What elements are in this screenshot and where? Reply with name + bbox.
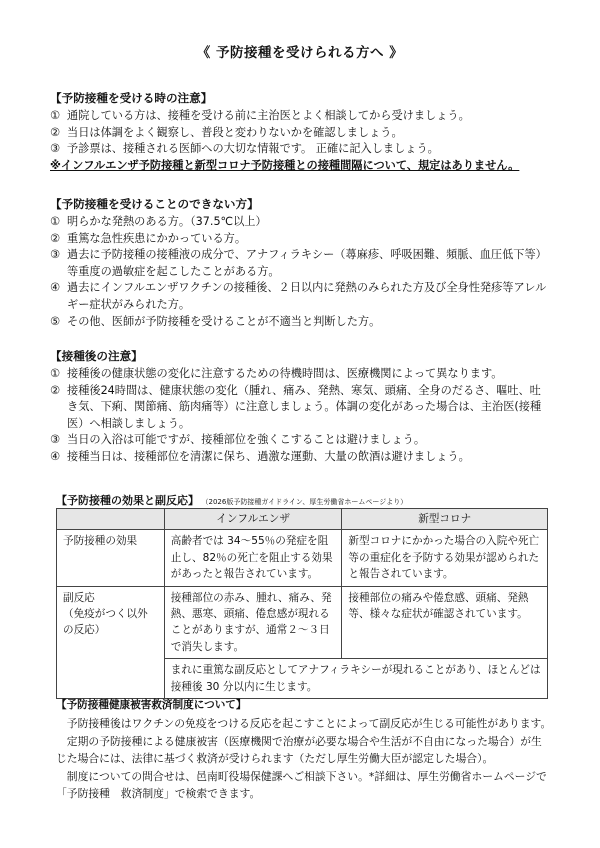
column-header (57, 509, 165, 530)
after-vaccination-section (50, 348, 550, 466)
item-number: ⑤ (50, 314, 61, 328)
precautions-section (50, 90, 550, 174)
list-item (50, 214, 550, 231)
table-cell: 接種部位の痛みや倦怠感、頭痛、発熱等、様々な症状が確認されています。 (342, 586, 548, 659)
table-cell: 接種部位の赤み、腫れ、痛み、発熱、悪寒、頭痛、倦怠感が現れることがありますが、通常２〜３日で消失します。 (164, 586, 342, 659)
item-number: ④ (50, 281, 61, 295)
item-text: その他、医師が予防接種を受けることが不適当と判断した方。 (67, 314, 381, 328)
list-item (50, 383, 550, 433)
list-item (50, 449, 550, 466)
page-title: 《 予防接種を受けられる方へ 》 (196, 45, 404, 61)
item-text: 明らかな発熱のある方。（37.5℃以上） (67, 215, 267, 229)
list-item (50, 247, 550, 280)
row-label: 予防接種の効果 (57, 530, 165, 586)
relief-section (56, 697, 552, 803)
list-item (50, 141, 550, 158)
item-text: 通院している方は、接種を受ける前に主治医とよく相談してから受けましょう。 (67, 109, 470, 123)
item-number: ③ (50, 248, 61, 262)
item-text: 接種当日は、接種部位を清潔に保ち、過激な運動、大量の飲酒は避けましょう。 (67, 450, 470, 464)
interval-note: ※インフルエンザ予防接種と新型コロナ予防接種との接種間隔について、規定はありません。 (50, 158, 520, 172)
item-text: 当日は体調をよく観察し、普段と変わりないかを確認しましょう。 (67, 125, 403, 139)
item-number: ① (50, 215, 61, 229)
side-effect-sublabel: （免疫がつく以外の反応） (63, 608, 148, 637)
item-text: 当日の入浴は可能ですが、接種部位を強くこすることは避けましょう。 (67, 433, 426, 447)
list-item (50, 231, 550, 248)
item-text: 接種後の健康状態の変化に注意するための待機時間は、医療機関によって異なります。 (67, 367, 503, 381)
list-item (50, 108, 550, 125)
cannot-heading: 【予防接種を受けることのできない方】 (50, 197, 259, 211)
table-row (57, 586, 548, 659)
column-header: 新型コロナ (342, 509, 548, 530)
row-label (57, 586, 165, 698)
item-text: 過去にインフルエンザワクチンの接種後、２日以内に発熱のみられた方及び全身性発疹等アレルギー症状がみられた方。 (67, 281, 547, 312)
table-cell: まれに重篤な副反応としてアナフィラキシーが現れることがあり、ほとんどは接種後 30 分以内に生じます。 (164, 659, 547, 699)
item-text: 接種後24時間は、健康状態の変化（腫れ、痛み、発熱、寒気、頭痛、全身のだるさ、嘔吐、吐き気、下痢、関節痛、筋肉痛等）に注意しましょう。体調の変化があった場合は、主治医(接種医）へ相談しましょう。 (67, 383, 542, 430)
table-header-row (57, 509, 548, 530)
effects-heading: 【予防接種の効果と副反応】 (56, 494, 199, 507)
effects-table (56, 508, 548, 699)
item-number: ① (50, 367, 61, 381)
table-row (57, 530, 548, 586)
relief-heading: 【予防接種健康被害救済制度について】 (56, 699, 247, 711)
after-heading: 【接種後の注意】 (50, 349, 143, 363)
table-cell: 高齢者では 34〜55％の発症を阻止し、82％の死亡を阻止する効果があったと報告されています。 (164, 530, 342, 586)
paragraph: 予防接種後はワクチンの免疫をつける反応を起こすことによって副反応が生じる可能性があります。 (66, 717, 552, 731)
item-number: ① (50, 109, 61, 123)
item-number: ② (50, 125, 61, 139)
list-item (50, 280, 550, 313)
effects-source: （2026版予防接種ガイドライン、厚生労働省ホームページより） (205, 498, 408, 506)
paragraph: 定期の予防接種による健康被害（医療機関で治療が必要な場合や生活が不自由になった場合）が生じた場合には、法律に基づく救済が受けられます（ただし厚生労働大臣が認定した場合）。 (56, 734, 542, 766)
item-text: 過去に予防接種の接種液の成分で、アナフィラキシー（蕁麻疹、呼吸困難、頻脈、血圧低下等）等重度の過敏症を起こしたことがある方。 (67, 248, 547, 278)
list-item (50, 125, 550, 142)
paragraph: 制度についての問合せは、邑南町役場保健課へご相談下さい。*詳細は、厚生労働省ホームページで「予防接種 救済制度」で検索できます。 (56, 769, 547, 801)
item-number: ② (50, 231, 61, 245)
cannot-receive-section (50, 196, 550, 330)
item-number: ② (50, 383, 61, 397)
effects-heading-row (56, 493, 407, 509)
item-text: 予診票は、接種される医師への大切な情報です。 正確に記入しましょう。 (67, 142, 439, 156)
item-number: ④ (50, 450, 61, 464)
list-item (50, 432, 550, 449)
item-number: ③ (50, 142, 61, 156)
list-item (50, 314, 550, 331)
table-cell: 新型コロナにかかった場合の入院や死亡等の重症化を予防する効果が認められたと報告されています。 (342, 530, 548, 586)
side-effect-label: 副反応 (63, 591, 95, 604)
list-item (50, 366, 550, 383)
precautions-heading: 【予防接種を受ける時の注意】 (50, 91, 213, 105)
column-header: インフルエンザ (164, 509, 342, 530)
item-number: ③ (50, 433, 61, 447)
item-text: 重篤な急性疾患にかかっている方。 (67, 231, 247, 245)
